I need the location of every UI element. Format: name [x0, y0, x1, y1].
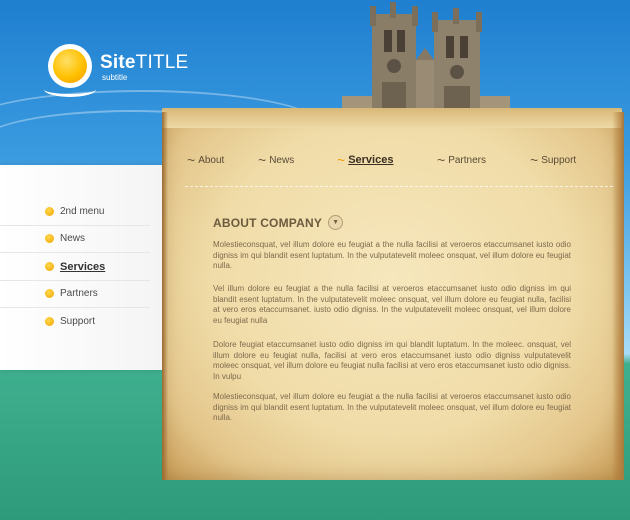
nav-services[interactable]	[337, 150, 393, 170]
section-heading	[213, 215, 343, 230]
tilde-wave-icon: ~	[337, 152, 346, 168]
nav-label: News	[269, 154, 295, 166]
sidebar-item-label: News	[60, 233, 86, 244]
content-paragraph: Vel illum dolore eu feugiat a the nulla facilisi at veroeros etaccumsanet iusto odio digniss im qui blandit esent luptatum. In the vulputatevelit moleec onsquat, vel illum dolore eu feugiat nulla, facilisi at vero eros etaccumsanet. iusto odio digniss. In the vulputatevelit moleec onsquat, vel illum dolore eu feugiat nulla	[213, 284, 571, 325]
nav-partners[interactable]	[437, 150, 486, 170]
nav-label: About	[198, 154, 225, 166]
content-paragraph: Molestieconsquat, vel illum dolore eu feugiat a the nulla facilisi at veroeros etaccumsanet iusto odio digniss im qui blandit esent luptatum. In the vulputatevelit moleec onsquat, vel illum dolore eu feugiat nulla.	[213, 392, 571, 422]
orange-dot-icon	[45, 262, 54, 271]
nav-support[interactable]	[530, 150, 576, 170]
orange-dot-icon	[45, 289, 54, 298]
content-paragraph: Molestieconsquat, vel illum dolore eu feugiat a the nulla facilisi at veroeros etaccumsanet iusto odio digniss im qui blandit esent luptatum. In the vulputatevelit moleec onsquat, vel illum dolore eu feugiat nulla.	[213, 240, 571, 270]
tilde-wave-icon: ~	[530, 152, 539, 168]
site-title[interactable]	[100, 52, 188, 74]
sidebar-item-support[interactable]	[0, 308, 150, 335]
nav-label: Partners	[448, 154, 486, 166]
parchment-right-edge	[612, 112, 624, 480]
site-subtitle: subtitle	[102, 73, 128, 82]
sidebar-item-label: Partners	[60, 288, 98, 299]
sidebar-item-news[interactable]	[0, 225, 150, 253]
orange-dot-icon	[45, 207, 54, 216]
site-title-rest: TITLE	[135, 52, 189, 73]
nav-label: Services	[348, 154, 394, 166]
orange-dot-icon	[45, 317, 54, 326]
nav-label: Support	[541, 154, 577, 166]
parchment-left-edge	[162, 112, 168, 480]
nav-about[interactable]	[187, 150, 224, 170]
tilde-wave-icon: ~	[258, 152, 267, 168]
sidebar-item-label: Support	[60, 316, 96, 327]
site-title-bold: Site	[100, 52, 136, 73]
nav-news[interactable]	[258, 150, 294, 170]
content-paragraph: Dolore feugiat etaccumsanet iusto odio digniss im qui blandit luptatum. In the moleec. onsquat, vel illum dolore eu feugiat nulla, facilisi at vero eros etaccumsanet iusto odio digniss vulputatevelit moleec onsquat, vel illum dolore eu feugiat nulla facilisi at vero eros etaccumsanet iusto odio digniss. In vulpu	[213, 340, 571, 381]
sidebar-item-partners[interactable]	[0, 280, 150, 308]
sidebar	[0, 165, 165, 370]
cathedral-image	[342, 0, 510, 120]
sidebar-item-label: 2nd menu	[60, 206, 105, 217]
chevron-down-circle-icon[interactable]: ▼	[328, 215, 343, 230]
tilde-wave-icon: ~	[437, 152, 446, 168]
tilde-wave-icon: ~	[187, 152, 196, 168]
sidebar-item-2nd-menu[interactable]	[0, 198, 150, 226]
sun-logo-icon[interactable]	[44, 44, 96, 96]
parchment-top-edge	[162, 108, 622, 128]
nav-divider	[185, 186, 613, 187]
page-title: ABOUT COMPANY	[213, 215, 323, 230]
sidebar-item-label: Services	[60, 260, 106, 273]
sidebar-item-services[interactable]	[0, 253, 150, 281]
orange-dot-icon	[45, 234, 54, 243]
